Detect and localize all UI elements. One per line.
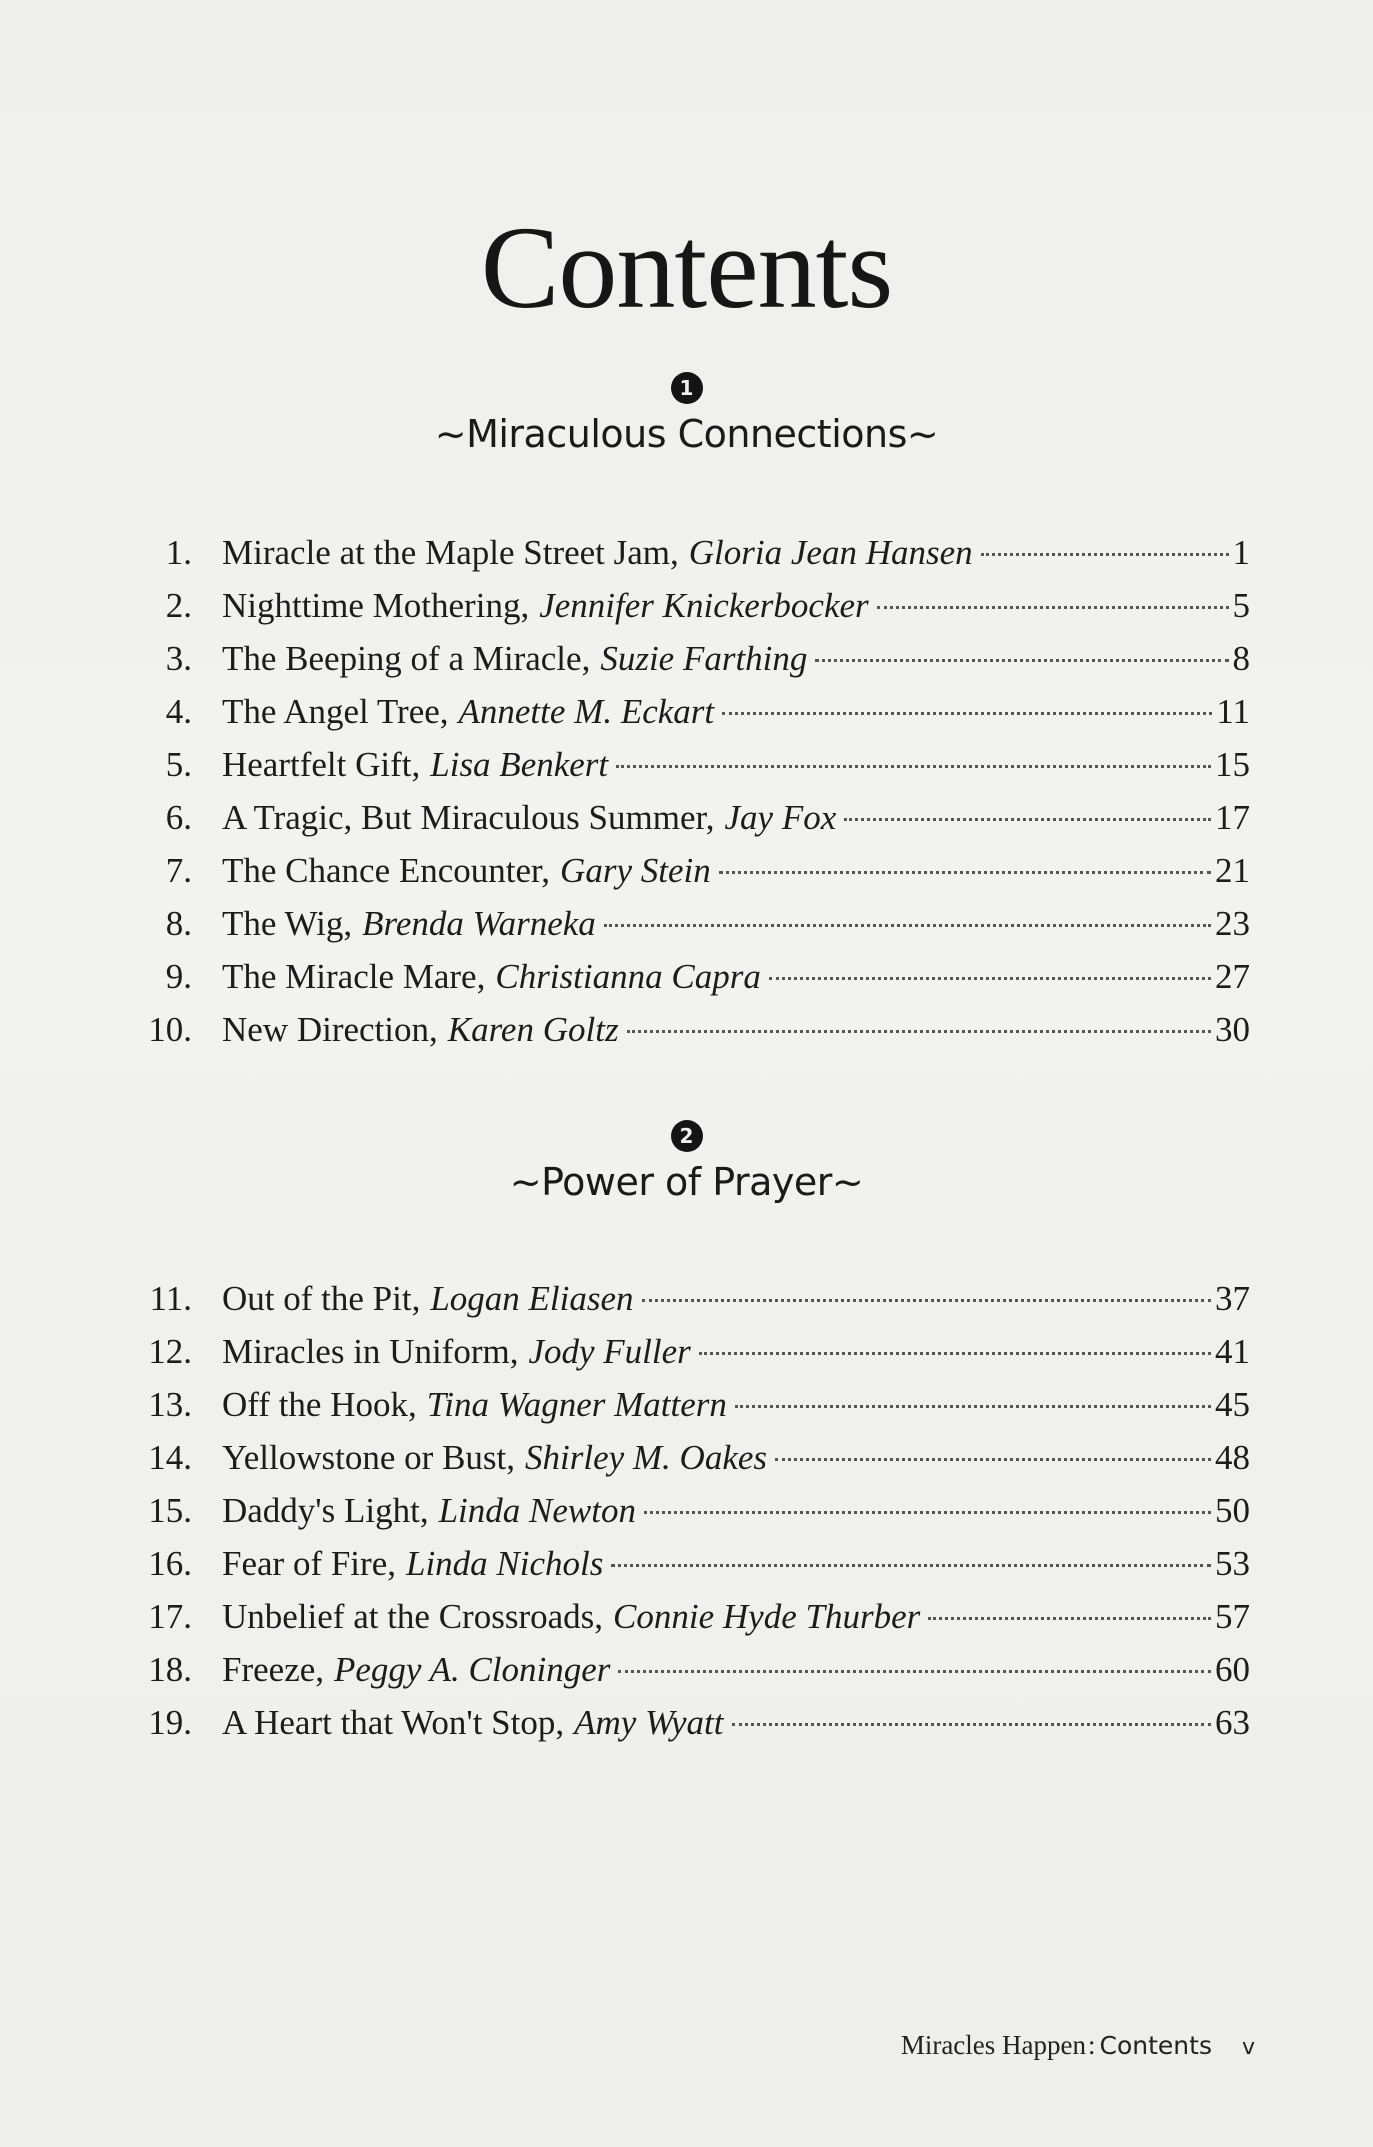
- entry-number: 15.: [148, 1491, 192, 1530]
- entry-title: The Chance Encounter,: [222, 851, 551, 890]
- dot-leader: [642, 1299, 1211, 1302]
- entry-page-number: 30: [1215, 1010, 1250, 1049]
- entry-author: Peggy A. Cloninger: [334, 1650, 611, 1689]
- entry-page-number: 23: [1215, 904, 1250, 943]
- section-title: ~Miraculous Connections~: [434, 412, 939, 456]
- toc-entry[interactable]: [130, 897, 1250, 950]
- entry-number: 18.: [148, 1650, 192, 1689]
- entry-title: Yellowstone or Bust,: [222, 1438, 516, 1477]
- entry-number: 2.: [165, 586, 192, 625]
- toc-entry[interactable]: [130, 1003, 1250, 1056]
- entry-title: Unbelief at the Crossroads,: [222, 1597, 604, 1636]
- toc-entry[interactable]: [130, 738, 1250, 791]
- toc-entry[interactable]: [130, 844, 1250, 897]
- entry-title: Fear of Fire,: [222, 1544, 396, 1583]
- entry-number: 4.: [165, 692, 192, 731]
- toc-entry[interactable]: [130, 632, 1250, 685]
- dot-leader: [928, 1617, 1211, 1620]
- dot-leader: [844, 818, 1211, 821]
- entry-page-number: 11: [1216, 692, 1250, 731]
- entry-title: Heartfelt Gift,: [222, 745, 421, 784]
- entry-number: 19.: [148, 1703, 192, 1742]
- toc-entry[interactable]: [130, 1643, 1250, 1696]
- entry-title: The Wig,: [222, 904, 353, 943]
- dot-leader: [732, 1723, 1212, 1726]
- entry-author: Connie Hyde Thurber: [613, 1597, 921, 1636]
- dot-leader: [735, 1405, 1211, 1408]
- entry-author: Gary Stein: [560, 851, 711, 890]
- dot-leader: [611, 1564, 1211, 1567]
- section-number-badge: 1: [671, 372, 703, 404]
- toc-entry[interactable]: [130, 1272, 1250, 1325]
- entry-title: Out of the Pit,: [222, 1279, 421, 1318]
- entry-author: Shirley M. Oakes: [525, 1438, 768, 1477]
- dot-leader: [616, 765, 1211, 768]
- entry-number: 12.: [148, 1332, 192, 1371]
- entry-page-number: 45: [1215, 1385, 1250, 1424]
- entry-number: 11.: [149, 1279, 192, 1318]
- toc-entry[interactable]: [130, 579, 1250, 632]
- footer-section-name: Contents: [1099, 2031, 1212, 2060]
- entry-number: 10.: [148, 1010, 192, 1049]
- entry-title: Nighttime Mothering,: [222, 586, 530, 625]
- entry-page-number: 57: [1215, 1597, 1250, 1636]
- dot-leader: [618, 1670, 1211, 1673]
- dot-leader: [627, 1030, 1211, 1033]
- dot-leader: [644, 1511, 1211, 1514]
- entry-author: Logan Eliasen: [430, 1279, 634, 1318]
- toc-entry[interactable]: [130, 1696, 1250, 1749]
- toc-entry[interactable]: [130, 950, 1250, 1003]
- entry-title: The Miracle Mare,: [222, 957, 486, 996]
- entry-page-number: 41: [1215, 1332, 1250, 1371]
- running-footer: [901, 2030, 1255, 2061]
- toc-list-section-2: [130, 1272, 1250, 1749]
- entry-title: Off the Hook,: [222, 1385, 417, 1424]
- entry-number: 14.: [148, 1438, 192, 1477]
- entry-title: Daddy's Light,: [222, 1491, 429, 1530]
- entry-page-number: 37: [1215, 1279, 1250, 1318]
- toc-entry[interactable]: [130, 1537, 1250, 1590]
- entry-author: Linda Nichols: [405, 1544, 604, 1583]
- entry-author: Brenda Warneka: [362, 904, 596, 943]
- entry-author: Karen Goltz: [447, 1010, 619, 1049]
- dot-leader: [775, 1458, 1211, 1461]
- entry-page-number: 21: [1215, 851, 1250, 890]
- entry-page-number: 60: [1215, 1650, 1250, 1689]
- entry-number: 1.: [165, 533, 192, 572]
- entry-number: 6.: [165, 798, 192, 837]
- dot-leader: [815, 659, 1228, 662]
- entry-title: Miracle at the Maple Street Jam,: [222, 533, 679, 572]
- entry-number: 13.: [148, 1385, 192, 1424]
- entry-page-number: 8: [1232, 639, 1250, 678]
- entry-author: Linda Newton: [438, 1491, 636, 1530]
- entry-author: Amy Wyatt: [574, 1703, 724, 1742]
- entry-number: 7.: [165, 851, 192, 890]
- entry-author: Jay Fox: [724, 798, 837, 837]
- toc-entry[interactable]: [130, 1325, 1250, 1378]
- entry-title: Miracles in Uniform,: [222, 1332, 519, 1371]
- section-header-miraculous-connections: [0, 372, 1373, 456]
- footer-page-number: v: [1241, 2035, 1255, 2060]
- entry-number: 8.: [165, 904, 192, 943]
- entry-page-number: 17: [1215, 798, 1250, 837]
- dot-leader: [981, 553, 1229, 556]
- dot-leader: [604, 924, 1211, 927]
- entry-title: Freeze,: [222, 1650, 325, 1689]
- entry-title: The Beeping of a Miracle,: [222, 639, 591, 678]
- toc-entry[interactable]: [130, 526, 1250, 579]
- entry-title: A Tragic, But Miraculous Summer,: [222, 798, 715, 837]
- entry-author: Christianna Capra: [495, 957, 761, 996]
- entry-author: Suzie Farthing: [600, 639, 808, 678]
- entry-author: Jennifer Knickerbocker: [539, 586, 869, 625]
- entry-author: Gloria Jean Hansen: [688, 533, 973, 572]
- entry-page-number: 1: [1232, 533, 1250, 572]
- entry-author: Lisa Benkert: [430, 745, 609, 784]
- entry-page-number: 50: [1215, 1491, 1250, 1530]
- toc-entry[interactable]: [130, 1431, 1250, 1484]
- section-header-power-of-prayer: [0, 1120, 1373, 1204]
- entry-title: The Angel Tree,: [222, 692, 449, 731]
- dot-leader: [722, 712, 1212, 715]
- entry-author: Annette M. Eckart: [458, 692, 715, 731]
- dot-leader: [719, 871, 1211, 874]
- footer-book-title: Miracles Happen: [900, 2030, 1086, 2060]
- entry-page-number: 63: [1215, 1703, 1250, 1742]
- entry-number: 16.: [148, 1544, 192, 1583]
- entry-number: 17.: [148, 1597, 192, 1636]
- section-title: ~Power of Prayer~: [509, 1160, 864, 1204]
- toc-entry[interactable]: [130, 1590, 1250, 1643]
- entry-page-number: 53: [1215, 1544, 1250, 1583]
- toc-entry[interactable]: [130, 1378, 1250, 1431]
- toc-list-section-1: [130, 526, 1250, 1056]
- dot-leader: [769, 977, 1211, 980]
- section-number-badge: 2: [671, 1120, 703, 1152]
- entry-page-number: 27: [1215, 957, 1250, 996]
- entry-author: Tina Wagner Mattern: [426, 1385, 727, 1424]
- page-title: Contents: [480, 202, 893, 334]
- entry-number: 3.: [165, 639, 192, 678]
- toc-entry[interactable]: [130, 791, 1250, 844]
- entry-author: Jody Fuller: [528, 1332, 691, 1371]
- dot-leader: [699, 1352, 1211, 1355]
- entry-title: New Direction,: [222, 1010, 438, 1049]
- entry-page-number: 5: [1232, 586, 1250, 625]
- toc-entry[interactable]: [130, 1484, 1250, 1537]
- entry-page-number: 15: [1215, 745, 1250, 784]
- footer-separator: :: [1088, 2030, 1096, 2060]
- dot-leader: [877, 606, 1229, 609]
- entry-number: 5.: [165, 745, 192, 784]
- entry-page-number: 48: [1215, 1438, 1250, 1477]
- entry-number: 9.: [165, 957, 192, 996]
- toc-entry[interactable]: [130, 685, 1250, 738]
- entry-title: A Heart that Won't Stop,: [222, 1703, 565, 1742]
